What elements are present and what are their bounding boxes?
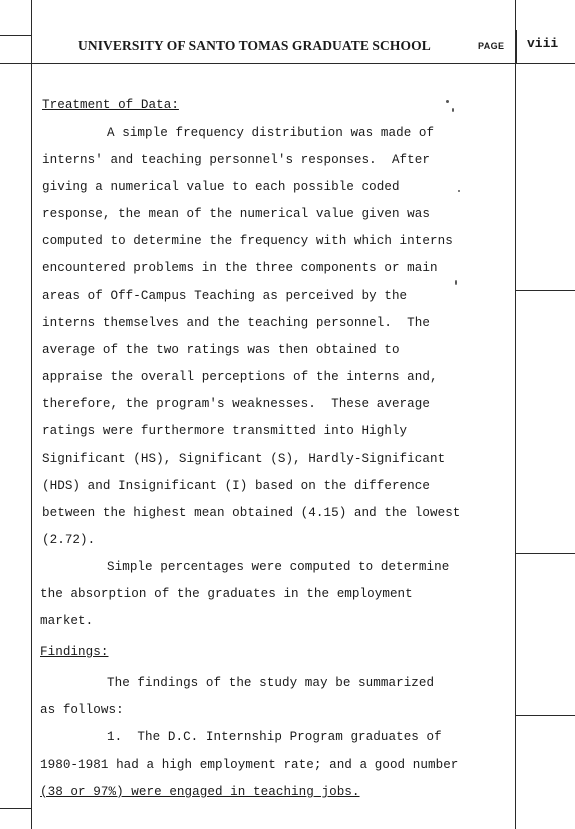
scan-speck xyxy=(455,280,457,285)
margin-tick-right-upper xyxy=(515,290,575,291)
text-line: (HDS) and Insignificant (I) based on the difference xyxy=(42,479,430,493)
section-heading-treatment-of-data: Treatment of Data: xyxy=(42,98,179,112)
text-line: The findings of the study may be summarized xyxy=(107,676,435,690)
text-line: between the highest mean obtained (4.15) and the lowest xyxy=(42,506,461,520)
page-header-title: UNIVERSITY OF SANTO TOMAS GRADUATE SCHOOL xyxy=(78,38,431,53)
text-line-underlined: (38 or 97%) were engaged in teaching jobs. xyxy=(40,785,360,799)
scan-speck xyxy=(458,190,460,192)
text-line: response, the mean of the numerical value given was xyxy=(42,207,430,221)
margin-tick-left-bottom xyxy=(0,808,31,809)
text-line: appraise the overall perceptions of the interns and, xyxy=(42,370,438,384)
margin-tick-right-mid xyxy=(515,553,575,554)
section-heading-findings: Findings: xyxy=(40,645,109,659)
text-line: market. xyxy=(40,614,94,628)
text-line: (2.72). xyxy=(42,533,96,547)
text-line: computed to determine the frequency with which interns xyxy=(42,234,453,248)
text-line: giving a numerical value to each possible coded xyxy=(42,180,400,194)
page-label: PAGE xyxy=(478,41,505,51)
margin-tick-left-top xyxy=(0,35,31,36)
right-margin-rule xyxy=(515,0,516,829)
list-item-number-and-text: 1. The D.C. Internship Program graduates of xyxy=(107,730,442,744)
text-line: encountered problems in the three components or main xyxy=(42,261,438,275)
text-line: therefore, the program's weaknesses. These average xyxy=(42,397,430,411)
header-bottom-rule xyxy=(0,63,575,64)
text-line: as follows: xyxy=(40,703,124,717)
text-line: areas of Off-Campus Teaching as perceived by the xyxy=(42,289,408,303)
header-divider-rule xyxy=(516,30,517,64)
text-line: A simple frequency distribution was made of xyxy=(107,126,435,140)
page-number: viii xyxy=(527,36,559,51)
text-line: Simple percentages were computed to determine xyxy=(107,560,450,574)
text-line: average of the two ratings was then obtained to xyxy=(42,343,400,357)
scan-speck xyxy=(446,100,449,103)
text-line: interns themselves and the teaching personnel. The xyxy=(42,316,430,330)
scan-speck xyxy=(452,108,454,112)
text-line: the absorption of the graduates in the employment xyxy=(40,587,413,601)
text-line: ratings were furthermore transmitted into Highly xyxy=(42,424,408,438)
text-line: Significant (HS), Significant (S), Hardly-Significant xyxy=(42,452,446,466)
text-line: 1980-1981 had a high employment rate; and a good number xyxy=(40,758,459,772)
text-line: interns' and teaching personnel's responses. After xyxy=(42,153,430,167)
margin-tick-right-lower xyxy=(515,715,575,716)
left-margin-rule xyxy=(31,0,32,829)
